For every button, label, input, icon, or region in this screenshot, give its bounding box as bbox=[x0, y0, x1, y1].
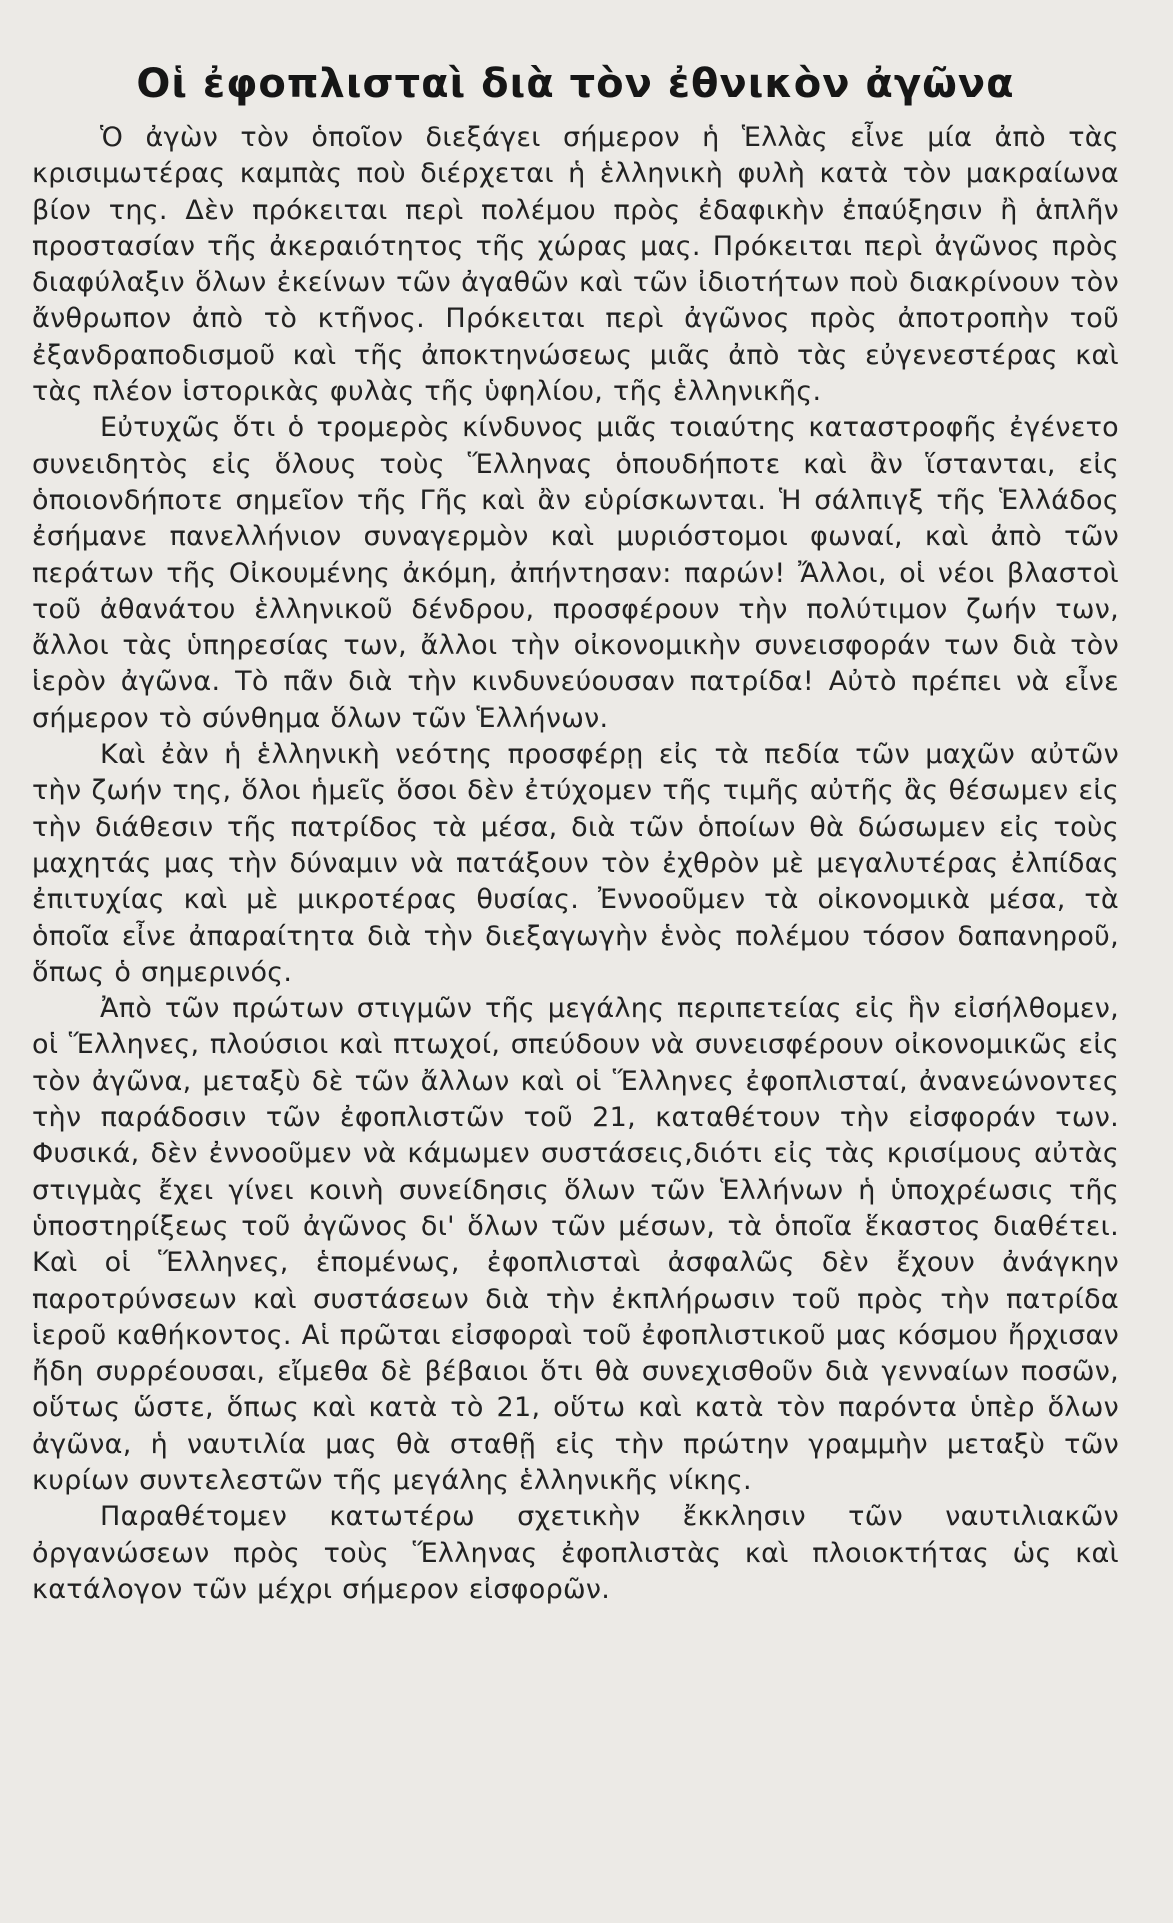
paragraph-2: Εὐτυχῶς ὅτι ὁ τρομερὸς κίνδυνος μιᾶς τοιαύτης καταστροφῆς ἐγένετο συνειδητὸς εἰς ὅλους τοὺς Ἕλληνας ὁπουδήποτε καὶ ἂν ἵστανται, εἰς ὁποιονδήποτε σημεῖον τῆς Γῆς καὶ ἂν εὑρίσκωνται. Ἡ σάλπιγξ τῆς Ἑλλάδος ἐσήμανε πανελλήνιον συναγερμὸν καὶ μυριόστομοι φωναί, καὶ ἀπὸ τῶν περάτων τῆς Οἰκουμένης ἀκόμη, ἀπήντησαν: παρών! Ἄλλοι, οἱ νέοι βλαστοὶ τοῦ ἀθανάτου ἑλληνικοῦ δένδρου, προσφέρουν τὴν πολύτιμον ζωήν των, ἄλλοι τὰς ὑπηρεσίας των, ἄλλοι τὴν οἰκονομικὴν συνεισφοράν των διὰ τὸν ἱερὸν ἀγῶνα. Τὸ πᾶν διὰ τὴν κινδυνεύουσαν πατρίδα! Αὐτὸ πρέπει νὰ εἶνε σήμερον τὸ σύνθημα ὅλων τῶν Ἑλλήνων. bbox=[32, 412, 1119, 734]
article-body bbox=[32, 120, 1119, 1608]
article-title: Οἱ ἐφοπλισταὶ διὰ τὸν ἐθνικὸν ἀγῶνα bbox=[136, 61, 1015, 107]
paragraph-5: Παραθέτομεν κατωτέρω σχετικὴν ἔκκλησιν τῶν ναυτιλιακῶν ὀργανώσεων πρὸς τοὺς Ἕλληνας ἐφοπλιστὰς καὶ πλοιοκτήτας ὡς καὶ κατάλογον τῶν μέχρι σήμερον εἰσφορῶν. bbox=[32, 1501, 1119, 1605]
paragraph-4: Ἀπὸ τῶν πρώτων στιγμῶν τῆς μεγάλης περιπετείας εἰς ἣν εἰσήλθομεν, οἱ Ἕλληνες, πλούσιοι καὶ πτωχοί, σπεύδουν νὰ συνεισφέρουν οἰκονομικῶς εἰς τὸν ἀγῶνα, μεταξὺ δὲ τῶν ἄλλων καὶ οἱ Ἕλληνες ἐφοπλισταί, ἀνανεώνοντες τὴν παράδοσιν τῶν ἐφοπλιστῶν τοῦ 21, καταθέτουν τὴν εἰσφοράν των. Φυσικά, δὲν ἐννοοῦμεν νὰ κάμωμεν συστάσεις,διότι εἰς τὰς κρισίμους αὐτὰς στιγμὰς ἔχει γίνει κοινὴ συνείδησις ὅλων τῶν Ἑλλήνων ἡ ὑποχρέωσις τῆς ὑποστηρίξεως τοῦ ἀγῶνος δι' ὅλων τῶν μέσων, τὰ ὁποῖα ἕκαστος διαθέτει. Καὶ οἱ Ἕλληνες, ἑπομένως, ἐφοπλισταὶ ἀσφαλῶς δὲν ἔχουν ἀνάγκην παροτρύνσεων καὶ συστάσεων διὰ τὴν ἐκπλήρωσιν τοῦ πρὸς τὴν πατρίδα ἱεροῦ καθήκοντος. Αἱ πρῶται εἰσφοραὶ τοῦ ἐφοπλιστικοῦ μας κόσμου ἤρχισαν ἤδη συρρέουσαι, εἴμεθα δὲ βέβαιοι ὅτι θὰ συνεχισθοῦν διὰ γενναίων ποσῶν, οὕτως ὥστε, ὅπως καὶ κατὰ τὸ 21, οὕτω καὶ κατὰ τὸν παρόντα ὑπὲρ ὅλων ἀγῶνα, ἡ ναυτιλία μας θὰ σταθῇ εἰς τὴν πρώτην γραμμὴν μεταξὺ τῶν κυρίων συντελεστῶν τῆς μεγάλης ἑλληνικῆς νίκης. bbox=[32, 993, 1119, 1496]
article bbox=[32, 52, 1119, 1608]
paragraph-3: Καὶ ἐὰν ἡ ἑλληνικὴ νεότης προσφέρῃ εἰς τὰ πεδία τῶν μαχῶν αὐτῶν τὴν ζωήν της, ὅλοι ἡμεῖς ὅσοι δὲν ἐτύχομεν τῆς τιμῆς αὐτῆς ἂς θέσωμεν εἰς τὴν διάθεσιν τῆς πατρίδος τὰ μέσα, διὰ τῶν ὁποίων θὰ δώσωμεν εἰς τοὺς μαχητάς μας τὴν δύναμιν νὰ πατάξουν τὸν ἐχθρὸν μὲ μεγαλυτέρας ἐλπίδας ἐπιτυχίας καὶ μὲ μικροτέρας θυσίας. Ἐννοοῦμεν τὰ οἰκονομικὰ μέσα, τὰ ὁποῖα εἶνε ἀπαραίτητα διὰ τὴν διεξαγωγὴν ἑνὸς πολέμου τόσον δαπανηροῦ, ὅπως ὁ σημερινός. bbox=[32, 739, 1119, 988]
paragraph-1: Ὁ ἀγὼν τὸν ὁποῖον διεξάγει σήμερον ἡ Ἑλλὰς εἶνε μία ἀπὸ τὰς κρισιμωτέρας καμπὰς ποὺ διέρχεται ἡ ἑλληνικὴ φυλὴ κατὰ τὸν μακραίωνα βίον της. Δὲν πρόκειται περὶ πολέμου πρὸς ἐδαφικὴν ἐπαύξησιν ἢ ἁπλῆν προστασίαν τῆς ἀκεραιότητος τῆς χώρας μας. Πρόκειται περὶ ἀγῶνος πρὸς διαφύλαξιν ὅλων ἐκείνων τῶν ἀγαθῶν καὶ τῶν ἰδιοτήτων ποὺ διακρίνουν τὸν ἄνθρωπον ἀπὸ τὸ κτῆνος. Πρόκειται περὶ ἀγῶνος πρὸς ἀποτροπὴν τοῦ ἐξανδραποδισμοῦ καὶ τῆς ἀποκτηνώσεως μιᾶς ἀπὸ τὰς εὐγενεστέρας καὶ τὰς πλέον ἱστορικὰς φυλὰς τῆς ὑφηλίου, τῆς ἑλληνικῆς. bbox=[32, 122, 1119, 408]
